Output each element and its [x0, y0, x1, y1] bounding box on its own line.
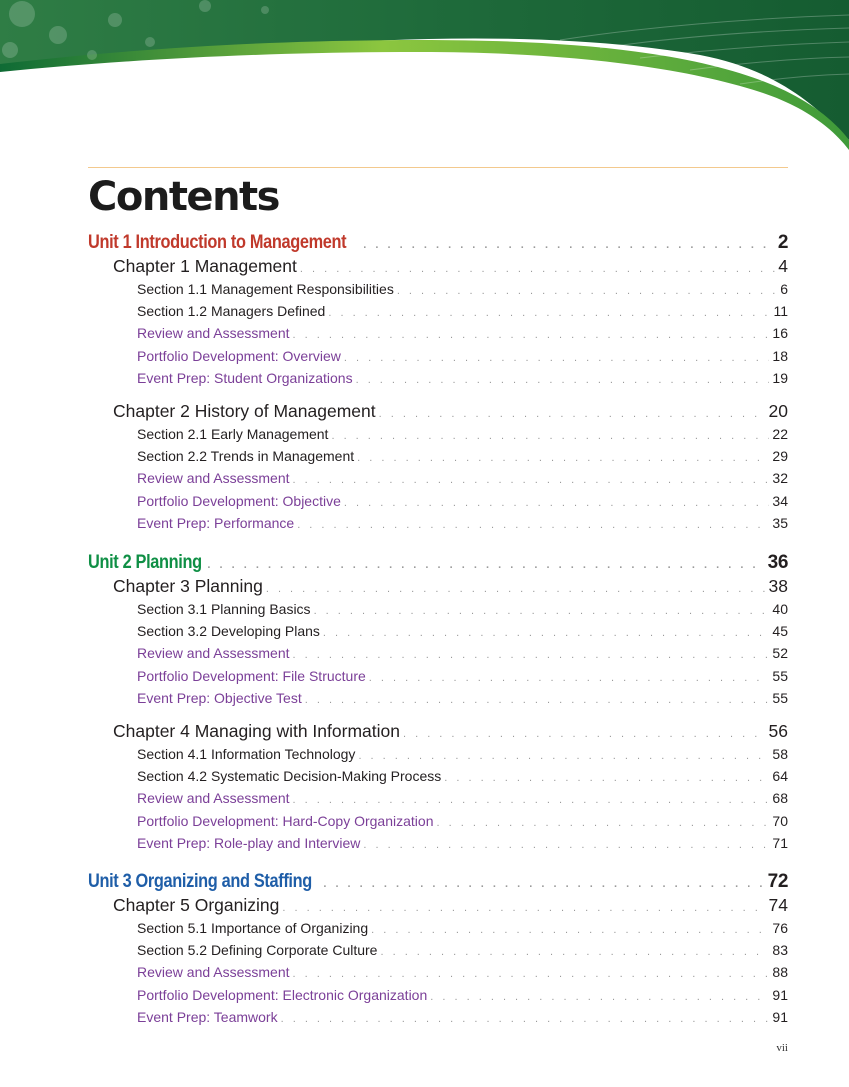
section-entry-page-number: 29 — [772, 448, 788, 465]
feature-entry[interactable] — [137, 470, 788, 486]
feature-entry-page-number: 32 — [772, 470, 788, 487]
leader-dots — [293, 329, 770, 341]
feature-entry[interactable] — [137, 493, 788, 509]
feature-entry-page-number: 91 — [772, 986, 788, 1003]
section-entry[interactable] — [137, 601, 788, 617]
section-entry-label: Section 3.2 Developing Plans — [137, 623, 320, 640]
feature-entry-label: Portfolio Development: Overview — [137, 347, 341, 364]
section-entry[interactable] — [137, 281, 788, 297]
section-entry-page-number: 22 — [772, 426, 788, 442]
leader-dots — [444, 772, 769, 784]
chapter-entry-page-number: 38 — [768, 576, 788, 596]
unit-1-entry-page-number: 2 — [777, 232, 788, 253]
unit-2-entry[interactable] — [88, 552, 788, 574]
chapter-entry-page-number: 74 — [768, 895, 788, 915]
feature-entry[interactable] — [137, 668, 788, 684]
feature-entry[interactable] — [137, 515, 788, 531]
feature-entry-label: Review and Assessment — [137, 645, 290, 662]
unit-3-entry-label: Unit 3 Organizing and Staffing — [88, 871, 312, 892]
leader-dots — [363, 839, 769, 851]
leader-dots — [363, 239, 775, 251]
leader-dots — [403, 728, 766, 740]
feature-entry-page-number: 55 — [772, 667, 788, 684]
feature-entry[interactable] — [137, 370, 788, 386]
section-entry-label: Section 4.1 Information Technology — [137, 746, 356, 762]
leader-dots — [293, 794, 770, 806]
leader-dots — [305, 694, 770, 706]
section-entry-page-number: 40 — [772, 601, 788, 617]
leader-dots — [436, 817, 769, 829]
leader-dots — [356, 374, 770, 386]
chapter-entry[interactable] — [113, 256, 788, 277]
feature-entry[interactable] — [137, 1009, 788, 1025]
section-entry-page-number: 64 — [772, 768, 788, 785]
section-entry-label: Section 4.2 Systematic Decision-Making Process — [137, 768, 442, 785]
section-entry-label: Section 5.1 Importance of Organizing — [137, 920, 369, 936]
unit-1-entry[interactable] — [88, 232, 788, 254]
chapter-entry[interactable] — [113, 576, 788, 597]
feature-entry[interactable] — [137, 964, 788, 980]
chapter-entry-label: Chapter 4 Managing with Information — [113, 721, 400, 741]
leader-dots — [397, 285, 777, 297]
section-entry-label: Section 2.1 Early Management — [137, 426, 329, 442]
feature-entry-page-number: 35 — [772, 514, 788, 531]
feature-entry-page-number: 18 — [772, 347, 788, 364]
leader-dots — [281, 1013, 770, 1025]
section-entry[interactable] — [137, 942, 788, 958]
unit-1-entry-label: Unit 1 Introduction to Management — [88, 232, 347, 253]
leader-dots — [344, 497, 770, 509]
section-entry[interactable] — [137, 303, 788, 319]
leader-dots — [300, 263, 775, 275]
chapter-entry-page-number: 20 — [768, 401, 788, 421]
section-entry[interactable] — [137, 426, 788, 442]
section-entry-page-number: 58 — [772, 746, 788, 762]
feature-entry[interactable] — [137, 348, 788, 364]
feature-entry[interactable] — [137, 790, 788, 806]
feature-entry-label: Event Prep: Objective Test — [137, 689, 302, 706]
section-entry[interactable] — [137, 920, 788, 936]
feature-entry-label: Event Prep: Teamwork — [137, 1008, 278, 1025]
feature-entry-page-number: 71 — [772, 834, 788, 851]
feature-entry-page-number: 55 — [772, 689, 788, 706]
section-entry-page-number: 45 — [772, 623, 788, 640]
leader-dots — [293, 968, 770, 980]
leader-dots — [328, 307, 770, 319]
leader-dots — [380, 946, 769, 958]
chapter-entry-page-number: 56 — [768, 721, 788, 741]
feature-entry-page-number: 70 — [772, 812, 788, 829]
feature-entry-page-number: 52 — [772, 645, 788, 662]
section-entry-page-number: 76 — [772, 920, 788, 936]
leader-dots — [314, 605, 770, 617]
chapter-entry[interactable] — [113, 401, 788, 422]
leader-dots — [266, 583, 766, 595]
feature-entry-label: Event Prep: Student Organizations — [137, 369, 353, 386]
section-entry-page-number: 83 — [772, 942, 788, 959]
feature-entry-page-number: 16 — [772, 325, 788, 342]
unit-3-entry[interactable] — [88, 871, 788, 893]
feature-entry-page-number: 68 — [772, 790, 788, 807]
chapter-entry-page-number: 4 — [778, 256, 788, 276]
page-title: Contents — [88, 174, 279, 220]
section-entry-label: Section 5.2 Defining Corporate Culture — [137, 942, 378, 959]
section-entry-label: Section 1.2 Managers Defined — [137, 303, 326, 320]
section-entry[interactable] — [137, 746, 788, 762]
feature-entry-label: Portfolio Development: File Structure — [137, 667, 366, 684]
section-entry[interactable] — [137, 623, 788, 639]
feature-entry-label: Portfolio Development: Hard-Copy Organization — [137, 812, 434, 829]
feature-entry-page-number: 91 — [772, 1008, 788, 1025]
leader-dots — [293, 474, 770, 486]
feature-entry[interactable] — [137, 325, 788, 341]
leader-dots — [357, 452, 769, 464]
leader-dots — [293, 649, 770, 661]
feature-entry-page-number: 19 — [772, 369, 788, 386]
feature-entry-label: Review and Assessment — [137, 470, 290, 487]
leader-dots — [371, 924, 769, 936]
chapter-entry-label: Chapter 2 History of Management — [113, 401, 376, 421]
leader-dots — [430, 991, 769, 1003]
feature-entry-label: Portfolio Development: Objective — [137, 492, 341, 509]
section-entry[interactable] — [137, 448, 788, 464]
section-entry-label: Section 1.1 Management Responsibilities — [137, 281, 394, 297]
leader-dots — [331, 430, 769, 442]
feature-entry[interactable] — [137, 813, 788, 829]
unit-2-entry-label: Unit 2 Planning — [88, 552, 202, 573]
page-folio: vii — [776, 1042, 788, 1054]
feature-entry-label: Review and Assessment — [137, 790, 290, 807]
leader-dots — [369, 672, 770, 684]
feature-entry-page-number: 88 — [772, 964, 788, 981]
leader-dots — [323, 627, 770, 639]
feature-entry[interactable] — [137, 835, 788, 851]
section-entry-label: Section 3.1 Planning Basics — [137, 601, 311, 617]
section-entry-label: Section 2.2 Trends in Management — [137, 448, 355, 465]
feature-entry-label: Review and Assessment — [137, 964, 290, 981]
chapter-entry-label: Chapter 5 Organizing — [113, 895, 280, 915]
feature-entry-label: Review and Assessment — [137, 325, 290, 342]
leader-dots — [358, 750, 769, 762]
chapter-entry-label: Chapter 3 Planning — [113, 576, 263, 596]
leader-dots — [282, 902, 765, 914]
unit-2-entry-page-number: 36 — [767, 552, 788, 573]
chapter-entry[interactable] — [113, 895, 788, 916]
feature-entry-page-number: 34 — [772, 492, 788, 509]
chapter-entry[interactable] — [113, 721, 788, 742]
chapter-entry-label: Chapter 1 Management — [113, 256, 297, 276]
leader-dots — [344, 352, 770, 364]
leader-dots — [297, 519, 769, 531]
feature-entry-label: Event Prep: Performance — [137, 514, 295, 531]
section-entry[interactable] — [137, 768, 788, 784]
unit-3-entry-page-number: 72 — [767, 871, 788, 892]
feature-entry[interactable] — [137, 645, 788, 661]
leader-dots — [379, 408, 766, 420]
feature-entry[interactable] — [137, 690, 788, 706]
section-entry-page-number: 6 — [780, 281, 788, 297]
leader-dots — [195, 559, 764, 571]
feature-entry-label: Portfolio Development: Electronic Organization — [137, 986, 428, 1003]
feature-entry[interactable] — [137, 987, 788, 1003]
feature-entry-label: Event Prep: Role-play and Interview — [137, 834, 361, 851]
section-entry-page-number: 11 — [773, 303, 788, 320]
leader-dots — [323, 878, 764, 890]
